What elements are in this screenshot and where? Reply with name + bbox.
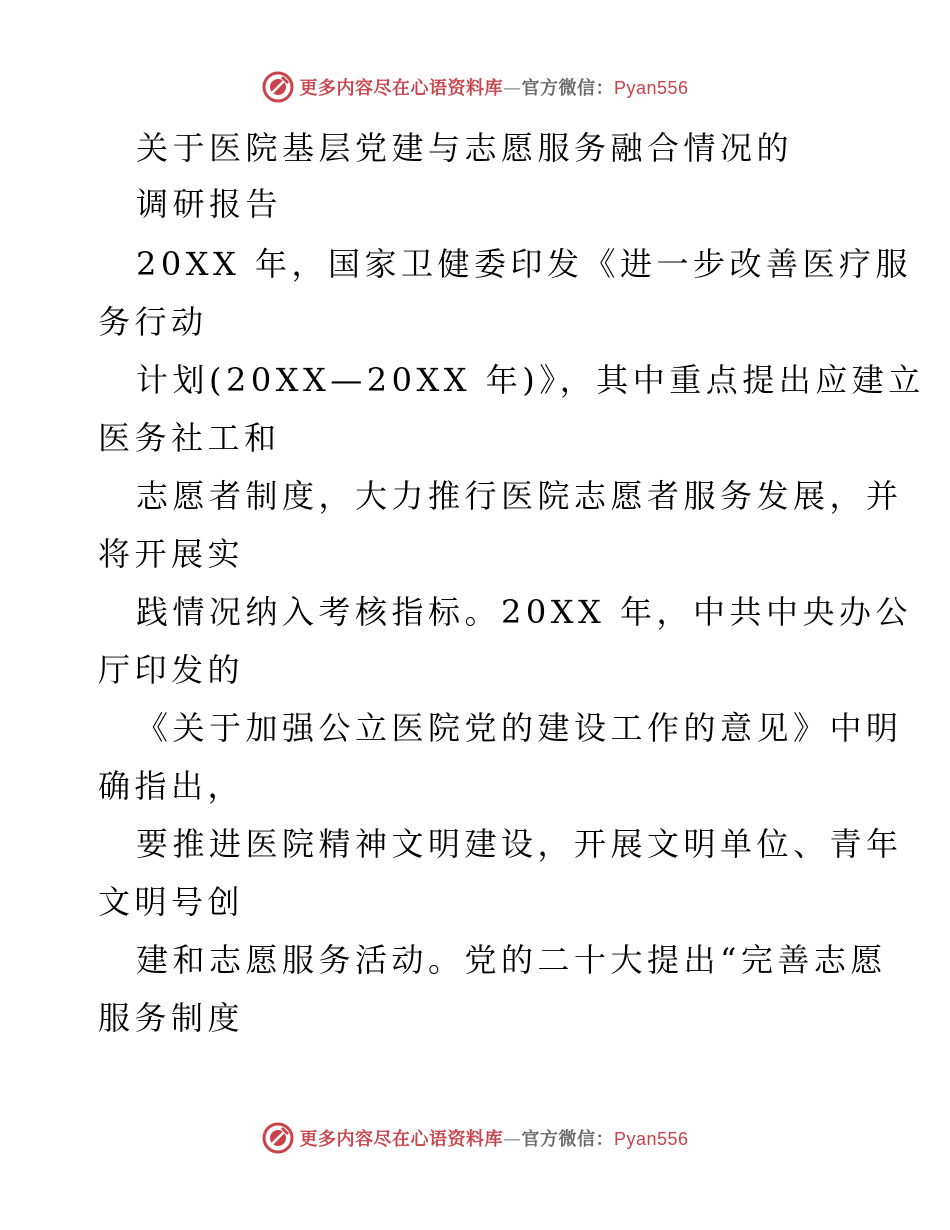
watermark-footer [0,1121,950,1155]
doc-text-line: 将开展实 [98,535,245,573]
doc-text-line: 医务社工和 [98,419,281,457]
doc-text-line: 践情况纳入考核指标。20XX 年，中共中央办公 [136,593,912,631]
doc-text-line: 务行动 [98,303,208,341]
doc-text-line: 计划(20XX—20XX 年)》，其中重点提出应建立 [136,361,925,399]
doc-title-line-1: 关于医院基层党建与志愿服务融合情况的 [136,129,794,167]
doc-text-line: 志愿者制度，大力推行医院志愿者服务发展，并 [136,477,903,515]
doc-text-line: 建和志愿服务活动。党的二十大提出“完善志愿 [136,941,887,979]
watermark-wechat-id: Pyan556 [613,78,689,98]
doc-text-line: 服务制度 [98,999,245,1037]
pen-logo-icon [261,70,295,104]
watermark-wechat-label: 官方微信： [521,78,614,99]
doc-text-line: 要推进医院精神文明建设，开展文明单位、青年 [136,825,903,863]
watermark-separator: — [502,1129,522,1150]
watermark-wechat-label: 官方微信： [521,1129,614,1150]
watermark-main-text: 更多内容尽在心语资料库 [299,1129,503,1150]
doc-text-line: 《关于加强公立医院党的建设工作的意见》中明 [136,709,903,747]
pen-logo-icon [261,1121,295,1155]
doc-text-line: 20XX 年，国家卫健委印发《进一步改善医疗服 [136,245,912,283]
doc-text-line: 厅印发的 [98,651,245,689]
doc-title-line-2: 调研报告 [136,185,283,223]
watermark-wechat-id: Pyan556 [613,1129,689,1149]
doc-text-line: 确指出， [98,767,245,805]
watermark-header [0,70,950,104]
watermark-main-text: 更多内容尽在心语资料库 [299,78,503,99]
doc-text-line: 文明号创 [98,883,245,921]
watermark-separator: — [502,78,522,99]
